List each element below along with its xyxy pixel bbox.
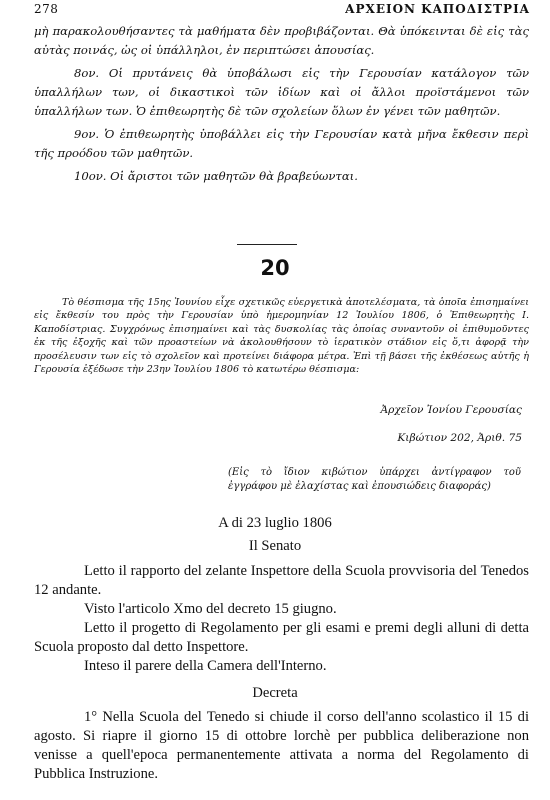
issuing-body: Il Senato [248, 538, 302, 554]
running-title: ΑΡΧΕΙΟΝ ΚΑΠΟΔΙΣΤΡΙΑ [345, 2, 530, 16]
running-header [34, 2, 530, 16]
intro-paragraph [34, 296, 529, 376]
greek-article-10: 10ον. Οἱ ἄριστοι τῶν μαθητῶν θὰ βραβεύωνται. [74, 169, 358, 183]
greek-paragraph: μὴ παρακολουθήσαντες τὰ μαθήματα δὲν προβιβάζονται. Θὰ ὑπόκεινται δὲ εἰς τὰς αὐτὰς ποινάς, ὡς οἱ ὑπάλληλοι, ἐν περιπτώσει ἀπουσίας. [34, 24, 529, 57]
preamble-project: Letto il progetto di Regolamento per gli esami e premi degli alluni di detta Scuola proposto dal detto Inspettore. [34, 620, 529, 655]
italian-articles [34, 708, 529, 784]
source-archive: Ἀρχεῖον Ἰονίου Γερουσίας [380, 404, 522, 416]
article-1: 1° Nella Scuola del Tenedo si chiude il corso dell'anno scolastico il 15 di agosto. Si riapre il giorno 15 di ottobre lorchè per pubblica deliberazione non venisse a quell'epoca permanentemente attivata a norma del Regolamento di Pubblica Instruzione. [34, 709, 529, 782]
section-divider [237, 244, 297, 245]
preamble-article: Visto l'articolo Xmo del decreto 15 giugno. [84, 601, 337, 617]
intro-text: Τὸ θέσπισμα τῆς 15ης Ἰουνίου εἶχε σχετικῶς εὐεργετικὰ ἀποτελέσματα, τὰ ὁποῖα ἐπισημαίνει εἰς ἔκθεσίν του πρὸς τὴν Γερουσίαν ὑπὸ ἡμερομηνίαν 12 Ἰουλίου 1806, ὁ Ἐπιθεωρητὴς Ι. Καποδίστριας. Συγχρόνως ἐπισημαίνει καὶ τὰς δυσκολίας τὰς ὁποίας συναντοῦν οἱ ἐπιθυμοῦντες ἐκ τῆς ἐξοχῆς καὶ τῶν προαστείων νὰ ἀκολουθήσουν τὸ ἱερατικὸν στάδιον εἰς ὅ,τι ἀφορᾷ τὴν προσέλευσιν των εἰς τὸ σχολεῖον καὶ προτείνει διάφορα μέτρα. Ἐπὶ τῇ βάσει τῆς ἐκθέσεως αὐτῆς ἡ Γερουσία ἐξέδωσε τὴν 23ην Ἰουλίου 1806 τὸ κατωτέρω θέσπισμα: [34, 297, 529, 376]
document-date: A di 23 luglio 1806 [218, 515, 332, 531]
source-box: Κιβώτιον 202, Ἀριθ. 75 [397, 432, 522, 444]
italian-preamble [34, 562, 529, 676]
page-number: 278 [34, 2, 59, 16]
preamble-report: Letto il rapporto del zelante Inspettore della Scuola provvisoria del Tenedos 12 andante. [34, 563, 529, 598]
greek-article-8: 8ον. Οἱ πρυτάνεις θὰ ὑποβάλωσι εἰς τὴν Γερουσίαν κατάλογον τῶν ὑπαλλήλων των, οἱ δικαστικοὶ τῶν ἰδίων καὶ οἱ ἄλλοι προϊστάμενοι τῶν ὑπαλλήλων των. Ὁ ἐπιθεωρητὴς δὲ τῶν σχολείων ὅλων ἐν γένει τῶν μαθητῶν. [34, 66, 529, 118]
preamble-opinion: Inteso il parere della Camera dell'Interno. [84, 658, 327, 674]
document-number: 20 [260, 256, 290, 280]
greek-articles [34, 22, 529, 186]
copy-note: (Εἰς τὸ ἴδιον κιβώτιον ὑπάρχει ἀντίγραφον τοῦ ἐγγράφου μὲ ἐλαχίστας καὶ ἐπουσιώδεις διαφοράς) [228, 467, 521, 492]
decreta-heading: Decreta [252, 685, 298, 701]
greek-article-9: 9ον. Ὁ ἐπιθεωρητὴς ὑποβάλλει εἰς τὴν Γερουσίαν κατὰ μῆνα ἔκθεσιν περὶ τῆς προόδου τῶν μαθητῶν. [34, 127, 529, 160]
